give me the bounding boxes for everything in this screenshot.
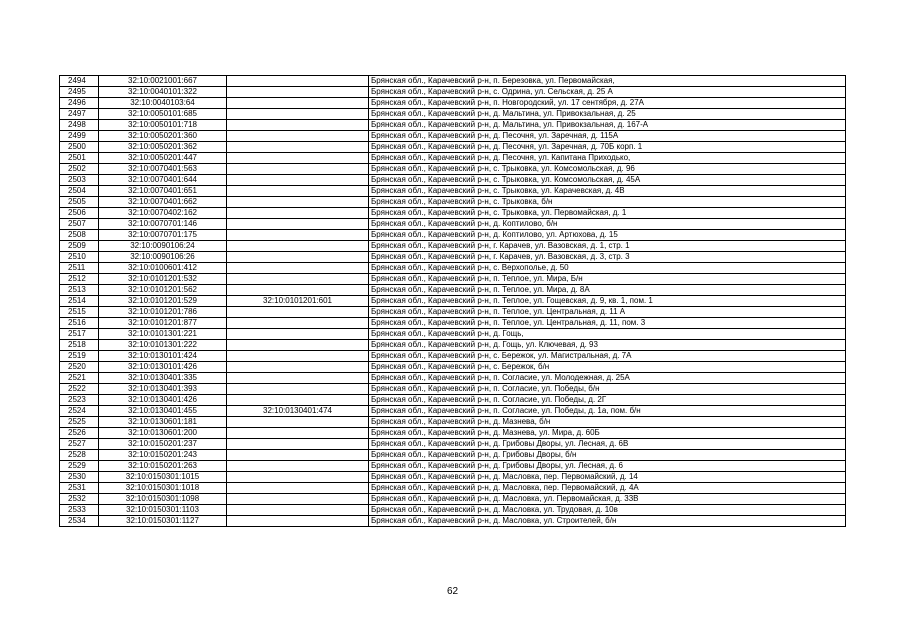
property-table bbox=[59, 75, 846, 527]
address-cell: Брянская обл., Карачевский р-н, с. Верхополье, д. 50 bbox=[369, 263, 846, 274]
row-number-cell: 2534 bbox=[60, 516, 99, 527]
address-cell: Брянская обл., Карачевский р-н, д. Гощь, ул. Ключевая, д. 93 bbox=[369, 340, 846, 351]
row-number-cell: 2505 bbox=[60, 197, 99, 208]
table-row bbox=[60, 153, 846, 164]
row-number-cell: 2509 bbox=[60, 241, 99, 252]
table-row bbox=[60, 362, 846, 373]
related-cadastral-number-cell: 32:10:0101201:601 bbox=[227, 296, 369, 307]
address-cell: Брянская обл., Карачевский р-н, с. Трыковка, ул. Комсомольская, д. 96 bbox=[369, 164, 846, 175]
related-cadastral-number-cell bbox=[227, 439, 369, 450]
table-row bbox=[60, 307, 846, 318]
related-cadastral-number-cell bbox=[227, 450, 369, 461]
row-number-cell: 2519 bbox=[60, 351, 99, 362]
row-number-cell: 2508 bbox=[60, 230, 99, 241]
related-cadastral-number-cell bbox=[227, 219, 369, 230]
cadastral-number-cell: 32:10:0070401:651 bbox=[99, 186, 227, 197]
address-cell: Брянская обл., Карачевский р-н, п. Теплое, ул. Центральная, д. 11 А bbox=[369, 307, 846, 318]
related-cadastral-number-cell bbox=[227, 109, 369, 120]
address-cell: Брянская обл., Карачевский р-н, д. Грибовы Дворы, б/н bbox=[369, 450, 846, 461]
table-row bbox=[60, 494, 846, 505]
related-cadastral-number-cell bbox=[227, 483, 369, 494]
table-row bbox=[60, 219, 846, 230]
cadastral-number-cell: 32:10:0130601:181 bbox=[99, 417, 227, 428]
related-cadastral-number-cell bbox=[227, 329, 369, 340]
table-row bbox=[60, 274, 846, 285]
table-row bbox=[60, 417, 846, 428]
address-cell: Брянская обл., Карачевский р-н, д. Масловка, ул. Строителей, б/н bbox=[369, 516, 846, 527]
table-row bbox=[60, 208, 846, 219]
cadastral-number-cell: 32:10:0130101:426 bbox=[99, 362, 227, 373]
table-row bbox=[60, 450, 846, 461]
address-cell: Брянская обл., Карачевский р-н, п. Теплое, ул. Мира, Б/н bbox=[369, 274, 846, 285]
row-number-cell: 2502 bbox=[60, 164, 99, 175]
row-number-cell: 2527 bbox=[60, 439, 99, 450]
address-cell: Брянская обл., Карачевский р-н, с. Бережок, ул. Магистральная, д. 7А bbox=[369, 351, 846, 362]
row-number-cell: 2504 bbox=[60, 186, 99, 197]
address-cell: Брянская обл., Карачевский р-н, п. Теплое, ул. Гощевская, д. 9, кв. 1, пом. 1 bbox=[369, 296, 846, 307]
related-cadastral-number-cell bbox=[227, 351, 369, 362]
row-number-cell: 2532 bbox=[60, 494, 99, 505]
cadastral-number-cell: 32:10:0070402:162 bbox=[99, 208, 227, 219]
table-row bbox=[60, 285, 846, 296]
table-row bbox=[60, 428, 846, 439]
cadastral-number-cell: 32:10:0070401:662 bbox=[99, 197, 227, 208]
table-row bbox=[60, 76, 846, 87]
related-cadastral-number-cell bbox=[227, 87, 369, 98]
cadastral-number-cell: 32:10:0101201:529 bbox=[99, 296, 227, 307]
address-cell: Брянская обл., Карачевский р-н, п. Согласие, ул. Победы, д. 2Г bbox=[369, 395, 846, 406]
table-row bbox=[60, 252, 846, 263]
address-cell: Брянская обл., Карачевский р-н, д. Гощь, bbox=[369, 329, 846, 340]
row-number-cell: 2506 bbox=[60, 208, 99, 219]
cadastral-number-cell: 32:10:0150301:1103 bbox=[99, 505, 227, 516]
table-row bbox=[60, 175, 846, 186]
related-cadastral-number-cell bbox=[227, 494, 369, 505]
table-row bbox=[60, 120, 846, 131]
cadastral-number-cell: 32:10:0150301:1015 bbox=[99, 472, 227, 483]
address-cell: Брянская обл., Карачевский р-н, г. Карачев, ул. Вазовская, д. 1, стр. 1 bbox=[369, 241, 846, 252]
cadastral-number-cell: 32:10:0150301:1018 bbox=[99, 483, 227, 494]
cadastral-number-cell: 32:10:0130401:335 bbox=[99, 373, 227, 384]
table-row bbox=[60, 505, 846, 516]
cadastral-number-cell: 32:10:0130401:393 bbox=[99, 384, 227, 395]
table-row bbox=[60, 472, 846, 483]
address-cell: Брянская обл., Карачевский р-н, д. Грибовы Дворы, ул. Лесная, д. 6В bbox=[369, 439, 846, 450]
table-row bbox=[60, 87, 846, 98]
related-cadastral-number-cell bbox=[227, 428, 369, 439]
table-row bbox=[60, 384, 846, 395]
address-cell: Брянская обл., Карачевский р-н, п. Согласие, ул. Победы, б/н bbox=[369, 384, 846, 395]
cadastral-number-cell: 32:10:0090106:26 bbox=[99, 252, 227, 263]
row-number-cell: 2530 bbox=[60, 472, 99, 483]
row-number-cell: 2528 bbox=[60, 450, 99, 461]
table-row bbox=[60, 340, 846, 351]
address-cell: Брянская обл., Карачевский р-н, п. Согласие, ул. Победы, д. 1а, пом. б/н bbox=[369, 406, 846, 417]
cadastral-number-cell: 32:10:0050201:447 bbox=[99, 153, 227, 164]
address-cell: Брянская обл., Карачевский р-н, д. Мазнева, б/н bbox=[369, 417, 846, 428]
related-cadastral-number-cell bbox=[227, 252, 369, 263]
row-number-cell: 2498 bbox=[60, 120, 99, 131]
related-cadastral-number-cell bbox=[227, 197, 369, 208]
table-row bbox=[60, 516, 846, 527]
related-cadastral-number-cell bbox=[227, 120, 369, 131]
row-number-cell: 2513 bbox=[60, 285, 99, 296]
table-row bbox=[60, 142, 846, 153]
related-cadastral-number-cell bbox=[227, 472, 369, 483]
cadastral-number-cell: 32:10:0070701:175 bbox=[99, 230, 227, 241]
row-number-cell: 2507 bbox=[60, 219, 99, 230]
row-number-cell: 2520 bbox=[60, 362, 99, 373]
table-row bbox=[60, 98, 846, 109]
table-row bbox=[60, 296, 846, 307]
row-number-cell: 2533 bbox=[60, 505, 99, 516]
cadastral-number-cell: 32:10:0130101:424 bbox=[99, 351, 227, 362]
cadastral-number-cell: 32:10:0040101:322 bbox=[99, 87, 227, 98]
related-cadastral-number-cell bbox=[227, 285, 369, 296]
table-row bbox=[60, 373, 846, 384]
row-number-cell: 2525 bbox=[60, 417, 99, 428]
related-cadastral-number-cell bbox=[227, 505, 369, 516]
cadastral-number-cell: 32:10:0050101:685 bbox=[99, 109, 227, 120]
table-row bbox=[60, 461, 846, 472]
cadastral-number-cell: 32:10:0101301:222 bbox=[99, 340, 227, 351]
table-row bbox=[60, 241, 846, 252]
row-number-cell: 2511 bbox=[60, 263, 99, 274]
related-cadastral-number-cell bbox=[227, 230, 369, 241]
address-cell: Брянская обл., Карачевский р-н, п. Согласие, ул. Молодежная, д. 25А bbox=[369, 373, 846, 384]
table-row bbox=[60, 318, 846, 329]
address-cell: Брянская обл., Карачевский р-н, с. Одрина, ул. Сельская, д. 25 А bbox=[369, 87, 846, 98]
row-number-cell: 2497 bbox=[60, 109, 99, 120]
row-number-cell: 2524 bbox=[60, 406, 99, 417]
row-number-cell: 2531 bbox=[60, 483, 99, 494]
cadastral-number-cell: 32:10:0101201:786 bbox=[99, 307, 227, 318]
related-cadastral-number-cell bbox=[227, 208, 369, 219]
page-number: 62 bbox=[446, 586, 459, 597]
row-number-cell: 2522 bbox=[60, 384, 99, 395]
row-number-cell: 2514 bbox=[60, 296, 99, 307]
cadastral-number-cell: 32:10:0130401:455 bbox=[99, 406, 227, 417]
row-number-cell: 2496 bbox=[60, 98, 99, 109]
related-cadastral-number-cell bbox=[227, 76, 369, 87]
table-row bbox=[60, 329, 846, 340]
related-cadastral-number-cell bbox=[227, 164, 369, 175]
address-cell: Брянская обл., Карачевский р-н, п. Березовка, ул. Первомайская, bbox=[369, 76, 846, 87]
table-row bbox=[60, 164, 846, 175]
related-cadastral-number-cell bbox=[227, 461, 369, 472]
cadastral-number-cell: 32:10:0050201:360 bbox=[99, 131, 227, 142]
row-number-cell: 2517 bbox=[60, 329, 99, 340]
cadastral-number-cell: 32:10:0150301:1127 bbox=[99, 516, 227, 527]
table-row bbox=[60, 109, 846, 120]
row-number-cell: 2500 bbox=[60, 142, 99, 153]
address-cell: Брянская обл., Карачевский р-н, д. Масловка, пер. Первомайский, д. 4А bbox=[369, 483, 846, 494]
table-row bbox=[60, 131, 846, 142]
table-row bbox=[60, 483, 846, 494]
address-cell: Брянская обл., Карачевский р-н, с. Трыковка, ул. Комсомольская, д. 45А bbox=[369, 175, 846, 186]
address-cell: Брянская обл., Карачевский р-н, с. Трыковка, ул. Первомайская, д. 1 bbox=[369, 208, 846, 219]
row-number-cell: 2526 bbox=[60, 428, 99, 439]
table-row bbox=[60, 230, 846, 241]
cadastral-number-cell: 32:10:0150301:1098 bbox=[99, 494, 227, 505]
related-cadastral-number-cell bbox=[227, 186, 369, 197]
related-cadastral-number-cell bbox=[227, 384, 369, 395]
table-body bbox=[60, 76, 846, 527]
address-cell: Брянская обл., Карачевский р-н, п. Теплое, ул. Мира, д. 8А bbox=[369, 285, 846, 296]
cadastral-number-cell: 32:10:0101201:877 bbox=[99, 318, 227, 329]
address-cell: Брянская обл., Карачевский р-н, с. Трыковка, б/н bbox=[369, 197, 846, 208]
row-number-cell: 2495 bbox=[60, 87, 99, 98]
row-number-cell: 2516 bbox=[60, 318, 99, 329]
cadastral-number-cell: 32:10:0021001:667 bbox=[99, 76, 227, 87]
address-cell: Брянская обл., Карачевский р-н, с. Бережок, б/н bbox=[369, 362, 846, 373]
related-cadastral-number-cell bbox=[227, 98, 369, 109]
address-cell: Брянская обл., Карачевский р-н, д. Песочня, ул. Заречная, д. 70Б корп. 1 bbox=[369, 142, 846, 153]
cadastral-number-cell: 32:10:0050201:362 bbox=[99, 142, 227, 153]
cadastral-number-cell: 32:10:0101201:562 bbox=[99, 285, 227, 296]
related-cadastral-number-cell: 32:10:0130401:474 bbox=[227, 406, 369, 417]
related-cadastral-number-cell bbox=[227, 516, 369, 527]
table-row bbox=[60, 406, 846, 417]
related-cadastral-number-cell bbox=[227, 340, 369, 351]
address-cell: Брянская обл., Карачевский р-н, п. Новгородский, ул. 17 сентября, д. 27А bbox=[369, 98, 846, 109]
row-number-cell: 2512 bbox=[60, 274, 99, 285]
row-number-cell: 2523 bbox=[60, 395, 99, 406]
row-number-cell: 2503 bbox=[60, 175, 99, 186]
cadastral-number-cell: 32:10:0070701:146 bbox=[99, 219, 227, 230]
address-cell: Брянская обл., Карачевский р-н, д. Коптилово, б/н bbox=[369, 219, 846, 230]
row-number-cell: 2510 bbox=[60, 252, 99, 263]
address-cell: Брянская обл., Карачевский р-н, д. Мальтина, ул. Привокзальная, д. 25 bbox=[369, 109, 846, 120]
address-cell: Брянская обл., Карачевский р-н, д. Масловка, пер. Первомайский, д. 14 bbox=[369, 472, 846, 483]
address-cell: Брянская обл., Карачевский р-н, д. Мазнева, ул. Мира, д. 60Б bbox=[369, 428, 846, 439]
address-cell: Брянская обл., Карачевский р-н, д. Коптилово, ул. Артюхова, д. 15 bbox=[369, 230, 846, 241]
related-cadastral-number-cell bbox=[227, 395, 369, 406]
row-number-cell: 2501 bbox=[60, 153, 99, 164]
related-cadastral-number-cell bbox=[227, 373, 369, 384]
row-number-cell: 2515 bbox=[60, 307, 99, 318]
row-number-cell: 2521 bbox=[60, 373, 99, 384]
address-cell: Брянская обл., Карачевский р-н, д. Мальтина, ул. Привокзальная, д. 167-А bbox=[369, 120, 846, 131]
table-row bbox=[60, 351, 846, 362]
address-cell: Брянская обл., Карачевский р-н, д. Песочня, ул. Капитана Приходько, bbox=[369, 153, 846, 164]
address-cell: Брянская обл., Карачевский р-н, п. Теплое, ул. Центральная, д. 11, пом. 3 bbox=[369, 318, 846, 329]
cadastral-number-cell: 32:10:0150201:237 bbox=[99, 439, 227, 450]
table-row bbox=[60, 395, 846, 406]
related-cadastral-number-cell bbox=[227, 263, 369, 274]
table-row bbox=[60, 439, 846, 450]
table-row bbox=[60, 197, 846, 208]
row-number-cell: 2494 bbox=[60, 76, 99, 87]
address-cell: Брянская обл., Карачевский р-н, г. Карачев, ул. Вазовская, д. 3, стр. 3 bbox=[369, 252, 846, 263]
address-cell: Брянская обл., Карачевский р-н, д. Грибовы Дворы, ул. Лесная, д. 6 bbox=[369, 461, 846, 472]
address-cell: Брянская обл., Карачевский р-н, д. Масловка, ул. Трудовая, д. 10в bbox=[369, 505, 846, 516]
cadastral-number-cell: 32:10:0130401:426 bbox=[99, 395, 227, 406]
cadastral-number-cell: 32:10:0090106:24 bbox=[99, 241, 227, 252]
related-cadastral-number-cell bbox=[227, 175, 369, 186]
table-row bbox=[60, 263, 846, 274]
cadastral-number-cell: 32:10:0130601:200 bbox=[99, 428, 227, 439]
address-cell: Брянская обл., Карачевский р-н, с. Трыковка, ул. Карачевская, д. 4В bbox=[369, 186, 846, 197]
related-cadastral-number-cell bbox=[227, 131, 369, 142]
cadastral-number-cell: 32:10:0070401:644 bbox=[99, 175, 227, 186]
address-cell: Брянская обл., Карачевский р-н, д. Масловка, ул. Первомайская, д. 33В bbox=[369, 494, 846, 505]
cadastral-number-cell: 32:10:0040103:64 bbox=[99, 98, 227, 109]
cadastral-number-cell: 32:10:0100601:412 bbox=[99, 263, 227, 274]
cadastral-number-cell: 32:10:0101301:221 bbox=[99, 329, 227, 340]
address-cell: Брянская обл., Карачевский р-н, д. Песочня, ул. Заречная, д. 115А bbox=[369, 131, 846, 142]
related-cadastral-number-cell bbox=[227, 241, 369, 252]
cadastral-number-cell: 32:10:0070401:563 bbox=[99, 164, 227, 175]
row-number-cell: 2499 bbox=[60, 131, 99, 142]
table-row bbox=[60, 186, 846, 197]
row-number-cell: 2518 bbox=[60, 340, 99, 351]
cadastral-number-cell: 32:10:0050101:718 bbox=[99, 120, 227, 131]
cadastral-number-cell: 32:10:0101201:532 bbox=[99, 274, 227, 285]
cadastral-number-cell: 32:10:0150201:263 bbox=[99, 461, 227, 472]
related-cadastral-number-cell bbox=[227, 417, 369, 428]
related-cadastral-number-cell bbox=[227, 153, 369, 164]
related-cadastral-number-cell bbox=[227, 307, 369, 318]
related-cadastral-number-cell bbox=[227, 362, 369, 373]
related-cadastral-number-cell bbox=[227, 142, 369, 153]
row-number-cell: 2529 bbox=[60, 461, 99, 472]
related-cadastral-number-cell bbox=[227, 274, 369, 285]
related-cadastral-number-cell bbox=[227, 318, 369, 329]
cadastral-number-cell: 32:10:0150201:243 bbox=[99, 450, 227, 461]
